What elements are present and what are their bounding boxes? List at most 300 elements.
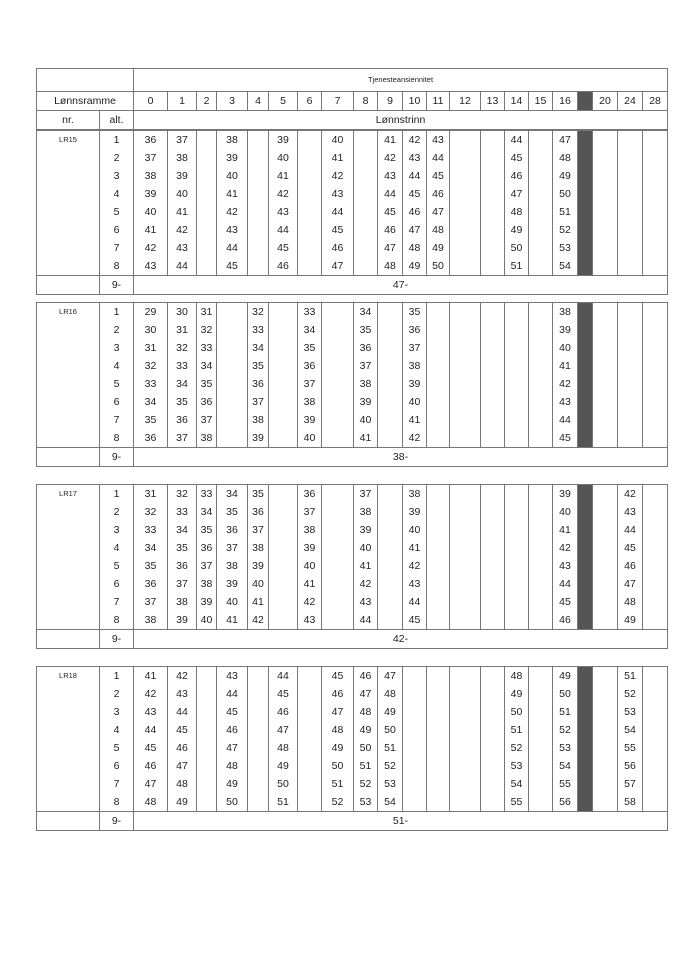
step-cell xyxy=(643,721,668,739)
step-cell xyxy=(481,793,505,812)
step-cell xyxy=(217,339,248,357)
step-cell xyxy=(593,257,618,276)
step-cell: 39 xyxy=(197,593,217,611)
step-cell: 39 xyxy=(134,185,168,203)
step-cell xyxy=(248,131,269,150)
step-cell: 37 xyxy=(197,411,217,429)
step-cell xyxy=(354,149,378,167)
step-cell xyxy=(578,793,593,812)
header-corner xyxy=(37,69,134,92)
step-cell: 36 xyxy=(134,575,168,593)
step-cell: 49 xyxy=(505,221,529,239)
step-cell xyxy=(505,339,529,357)
step-cell: 51 xyxy=(269,793,298,812)
step-cell: 39 xyxy=(298,539,322,557)
step-cell xyxy=(505,411,529,429)
step-cell xyxy=(450,593,481,611)
step-cell: 34 xyxy=(134,539,168,557)
step-cell: 41 xyxy=(168,203,197,221)
table-row xyxy=(37,239,668,257)
step-cell xyxy=(197,257,217,276)
step-cell xyxy=(578,739,593,757)
step-cell xyxy=(593,339,618,357)
table-row xyxy=(37,357,668,375)
step-cell: 41 xyxy=(354,557,378,575)
step-cell xyxy=(427,303,450,322)
step-cell xyxy=(269,339,298,357)
table-row xyxy=(37,703,668,721)
step-cell xyxy=(298,739,322,757)
step-cell: 41 xyxy=(553,521,578,539)
step-cell: 33 xyxy=(298,303,322,322)
step-cell xyxy=(505,557,529,575)
step-cell xyxy=(578,575,593,593)
step-cell: 37 xyxy=(403,339,427,357)
header-table xyxy=(36,68,668,130)
step-cell: 46 xyxy=(134,757,168,775)
step-cell xyxy=(322,593,354,611)
step-cell: 53 xyxy=(505,757,529,775)
step-cell xyxy=(427,429,450,448)
step-cell xyxy=(481,185,505,203)
step-cell xyxy=(578,221,593,239)
step-cell: 52 xyxy=(618,685,643,703)
step-cell: 45 xyxy=(553,593,578,611)
step-cell xyxy=(403,685,427,703)
step-cell xyxy=(298,703,322,721)
step-cell xyxy=(593,357,618,375)
step-cell xyxy=(298,239,322,257)
step-cell xyxy=(643,167,668,185)
step-cell: 46 xyxy=(168,739,197,757)
step-cell xyxy=(269,303,298,322)
step-cell xyxy=(269,485,298,504)
alt-cell: 2 xyxy=(100,321,134,339)
step-cell xyxy=(248,167,269,185)
step-cell: 38 xyxy=(248,411,269,429)
step-cell: 48 xyxy=(378,685,403,703)
step-cell xyxy=(578,611,593,630)
step-cell xyxy=(269,593,298,611)
table-row xyxy=(37,667,668,686)
table-row xyxy=(37,429,668,448)
step-cell xyxy=(248,721,269,739)
step-cell xyxy=(505,321,529,339)
step-cell xyxy=(248,185,269,203)
table-row xyxy=(37,203,668,221)
step-cell xyxy=(578,429,593,448)
step-cell xyxy=(378,521,403,539)
step-cell xyxy=(197,131,217,150)
step-cell: 46 xyxy=(217,721,248,739)
step-cell: 45 xyxy=(553,429,578,448)
year-header-20: 28 xyxy=(643,92,668,111)
step-cell xyxy=(505,375,529,393)
step-cell xyxy=(248,239,269,257)
step-cell: 51 xyxy=(354,757,378,775)
step-cell: 40 xyxy=(322,131,354,150)
step-cell: 38 xyxy=(168,149,197,167)
year-header-8: 8 xyxy=(354,92,378,111)
step-cell: 49 xyxy=(322,739,354,757)
step-cell xyxy=(578,685,593,703)
step-cell: 42 xyxy=(403,131,427,150)
alt-cell: 2 xyxy=(100,685,134,703)
step-cell xyxy=(322,503,354,521)
step-cell: 38 xyxy=(354,375,378,393)
step-cell xyxy=(450,539,481,557)
step-cell: 39 xyxy=(217,575,248,593)
step-cell xyxy=(643,303,668,322)
step-cell: 49 xyxy=(618,611,643,630)
step-cell xyxy=(248,257,269,276)
step-cell xyxy=(378,485,403,504)
step-cell xyxy=(269,503,298,521)
step-cell: 40 xyxy=(298,557,322,575)
step-cell: 50 xyxy=(427,257,450,276)
step-cell xyxy=(643,203,668,221)
step-cell xyxy=(269,411,298,429)
footer-alt: 9- xyxy=(100,448,134,467)
step-cell xyxy=(450,411,481,429)
table-row xyxy=(37,321,668,339)
step-cell: 45 xyxy=(168,721,197,739)
table-row xyxy=(37,775,668,793)
step-cell: 48 xyxy=(505,667,529,686)
step-cell: 47 xyxy=(134,775,168,793)
step-cell: 51 xyxy=(505,257,529,276)
step-cell: 44 xyxy=(427,149,450,167)
step-cell xyxy=(481,221,505,239)
alt-cell: 6 xyxy=(100,757,134,775)
step-cell: 42 xyxy=(378,149,403,167)
footer-value: 38- xyxy=(134,448,668,467)
step-cell xyxy=(481,149,505,167)
step-cell: 43 xyxy=(134,703,168,721)
step-cell xyxy=(578,321,593,339)
step-cell xyxy=(505,503,529,521)
step-cell xyxy=(578,185,593,203)
step-cell: 33 xyxy=(197,339,217,357)
step-cell: 36 xyxy=(168,411,197,429)
step-cell xyxy=(450,485,481,504)
step-cell xyxy=(593,721,618,739)
table-row xyxy=(37,131,668,150)
step-cell: 43 xyxy=(378,167,403,185)
step-cell: 50 xyxy=(378,721,403,739)
step-cell: 41 xyxy=(217,611,248,630)
step-cell xyxy=(593,303,618,322)
step-cell: 45 xyxy=(269,685,298,703)
table-row xyxy=(37,539,668,557)
step-cell xyxy=(578,721,593,739)
step-cell xyxy=(248,149,269,167)
step-cell xyxy=(643,357,668,375)
step-cell: 29 xyxy=(134,303,168,322)
step-cell xyxy=(578,303,593,322)
step-cell xyxy=(481,575,505,593)
step-cell: 38 xyxy=(197,429,217,448)
step-cell: 54 xyxy=(505,775,529,793)
step-cell xyxy=(322,357,354,375)
step-cell: 46 xyxy=(505,167,529,185)
step-cell xyxy=(578,203,593,221)
alt-cell: 1 xyxy=(100,131,134,150)
step-cell xyxy=(593,521,618,539)
step-cell: 49 xyxy=(217,775,248,793)
step-cell xyxy=(593,321,618,339)
step-cell xyxy=(322,375,354,393)
step-cell xyxy=(450,611,481,630)
step-cell xyxy=(298,757,322,775)
step-cell xyxy=(618,375,643,393)
step-cell: 35 xyxy=(134,411,168,429)
step-cell xyxy=(481,557,505,575)
step-cell xyxy=(427,721,450,739)
salary-block-lr15 xyxy=(36,130,668,295)
step-cell: 46 xyxy=(618,557,643,575)
step-cell: 44 xyxy=(378,185,403,203)
step-cell: 43 xyxy=(427,131,450,150)
step-cell xyxy=(505,429,529,448)
step-cell xyxy=(593,757,618,775)
step-cell: 42 xyxy=(134,685,168,703)
step-cell xyxy=(529,485,553,504)
step-cell: 48 xyxy=(618,593,643,611)
step-cell: 47 xyxy=(322,703,354,721)
step-cell xyxy=(450,575,481,593)
step-cell xyxy=(403,667,427,686)
step-cell: 39 xyxy=(403,375,427,393)
step-cell xyxy=(578,757,593,775)
step-cell: 53 xyxy=(378,775,403,793)
step-cell xyxy=(450,429,481,448)
table-row xyxy=(37,503,668,521)
step-cell: 45 xyxy=(505,149,529,167)
step-cell: 46 xyxy=(269,257,298,276)
step-cell xyxy=(354,257,378,276)
step-cell xyxy=(269,393,298,411)
step-cell: 45 xyxy=(618,539,643,557)
step-cell xyxy=(427,411,450,429)
block-label: LR18 xyxy=(37,667,100,812)
step-cell: 33 xyxy=(168,357,197,375)
step-cell: 32 xyxy=(134,503,168,521)
step-cell xyxy=(354,239,378,257)
step-cell xyxy=(450,131,481,150)
step-cell xyxy=(481,503,505,521)
step-cell xyxy=(217,303,248,322)
step-cell xyxy=(593,131,618,150)
step-cell xyxy=(529,575,553,593)
step-cell xyxy=(529,257,553,276)
step-cell xyxy=(217,429,248,448)
step-cell: 35 xyxy=(197,521,217,539)
step-cell: 33 xyxy=(134,375,168,393)
step-cell xyxy=(403,793,427,812)
step-cell: 43 xyxy=(298,611,322,630)
step-cell xyxy=(578,539,593,557)
step-cell xyxy=(643,521,668,539)
step-cell xyxy=(643,411,668,429)
step-cell xyxy=(643,339,668,357)
step-cell xyxy=(578,521,593,539)
step-cell xyxy=(269,611,298,630)
step-cell: 36 xyxy=(134,429,168,448)
step-cell: 39 xyxy=(248,557,269,575)
step-cell xyxy=(529,757,553,775)
header-col1-bottom: nr. xyxy=(37,111,100,130)
step-cell: 32 xyxy=(168,339,197,357)
step-cell xyxy=(269,375,298,393)
step-cell: 44 xyxy=(269,221,298,239)
step-cell xyxy=(529,393,553,411)
step-cell xyxy=(481,167,505,185)
step-cell: 55 xyxy=(618,739,643,757)
step-cell: 43 xyxy=(217,221,248,239)
step-cell xyxy=(618,257,643,276)
alt-cell: 3 xyxy=(100,339,134,357)
step-cell xyxy=(403,757,427,775)
step-cell: 32 xyxy=(248,303,269,322)
step-cell: 49 xyxy=(269,757,298,775)
step-cell: 47 xyxy=(269,721,298,739)
step-cell: 37 xyxy=(168,429,197,448)
step-cell: 52 xyxy=(354,775,378,793)
step-cell xyxy=(378,375,403,393)
step-cell: 42 xyxy=(134,239,168,257)
step-cell xyxy=(481,257,505,276)
step-cell xyxy=(578,375,593,393)
step-cell: 31 xyxy=(134,339,168,357)
step-cell xyxy=(481,357,505,375)
step-cell: 37 xyxy=(298,503,322,521)
step-cell xyxy=(643,685,668,703)
step-cell: 50 xyxy=(354,739,378,757)
step-cell xyxy=(322,393,354,411)
step-cell xyxy=(427,357,450,375)
step-cell xyxy=(378,339,403,357)
table-row xyxy=(37,149,668,167)
step-cell: 45 xyxy=(378,203,403,221)
alt-cell: 3 xyxy=(100,521,134,539)
step-cell xyxy=(578,593,593,611)
step-cell xyxy=(578,393,593,411)
step-cell: 51 xyxy=(553,703,578,721)
step-cell: 48 xyxy=(354,703,378,721)
footer-alt: 9- xyxy=(100,630,134,649)
step-cell: 45 xyxy=(217,257,248,276)
step-cell xyxy=(322,539,354,557)
salary-block-lr18 xyxy=(36,666,668,831)
step-cell: 53 xyxy=(354,793,378,812)
table-row xyxy=(37,303,668,322)
step-cell: 39 xyxy=(553,321,578,339)
step-cell: 35 xyxy=(134,557,168,575)
step-cell xyxy=(378,429,403,448)
step-cell xyxy=(481,667,505,686)
step-cell xyxy=(197,239,217,257)
year-header-11: 11 xyxy=(427,92,450,111)
step-cell xyxy=(481,721,505,739)
step-cell: 35 xyxy=(168,539,197,557)
step-cell xyxy=(427,557,450,575)
step-cell: 43 xyxy=(618,503,643,521)
step-cell xyxy=(217,321,248,339)
step-cell xyxy=(505,611,529,630)
step-cell: 41 xyxy=(134,221,168,239)
step-cell xyxy=(269,539,298,557)
step-cell xyxy=(197,203,217,221)
step-cell xyxy=(354,203,378,221)
alt-cell: 4 xyxy=(100,721,134,739)
step-cell: 51 xyxy=(378,739,403,757)
step-cell: 45 xyxy=(269,239,298,257)
step-cell: 31 xyxy=(168,321,197,339)
step-cell xyxy=(322,557,354,575)
step-cell: 34 xyxy=(298,321,322,339)
step-cell: 53 xyxy=(553,739,578,757)
step-cell xyxy=(378,593,403,611)
step-cell: 44 xyxy=(354,611,378,630)
step-cell xyxy=(427,611,450,630)
step-cell xyxy=(529,339,553,357)
step-cell: 48 xyxy=(134,793,168,812)
step-cell xyxy=(618,239,643,257)
table-row xyxy=(37,611,668,630)
step-cell xyxy=(298,257,322,276)
step-cell xyxy=(450,685,481,703)
step-cell xyxy=(322,485,354,504)
step-cell xyxy=(481,593,505,611)
step-cell xyxy=(197,721,217,739)
year-header-10: 10 xyxy=(403,92,427,111)
step-cell: 56 xyxy=(553,793,578,812)
step-cell xyxy=(378,357,403,375)
step-cell xyxy=(593,503,618,521)
step-cell xyxy=(378,575,403,593)
step-cell: 49 xyxy=(427,239,450,257)
footer-empty xyxy=(37,812,100,831)
step-cell: 45 xyxy=(322,221,354,239)
step-cell: 41 xyxy=(403,411,427,429)
step-cell: 36 xyxy=(217,521,248,539)
step-cell: 30 xyxy=(134,321,168,339)
step-cell xyxy=(217,411,248,429)
step-cell: 35 xyxy=(248,485,269,504)
step-cell: 38 xyxy=(298,393,322,411)
alt-cell: 1 xyxy=(100,303,134,322)
footer-empty xyxy=(37,448,100,467)
step-cell xyxy=(197,667,217,686)
step-cell xyxy=(354,221,378,239)
step-cell: 37 xyxy=(217,539,248,557)
step-cell: 43 xyxy=(168,685,197,703)
step-cell xyxy=(450,521,481,539)
step-cell: 36 xyxy=(248,375,269,393)
step-cell: 43 xyxy=(168,239,197,257)
step-cell: 40 xyxy=(553,339,578,357)
step-cell xyxy=(248,757,269,775)
step-cell xyxy=(578,149,593,167)
step-cell xyxy=(643,485,668,504)
step-cell xyxy=(248,793,269,812)
step-cell xyxy=(529,721,553,739)
step-cell: 36 xyxy=(354,339,378,357)
alt-cell: 5 xyxy=(100,203,134,221)
step-cell: 34 xyxy=(134,393,168,411)
step-cell xyxy=(643,667,668,686)
